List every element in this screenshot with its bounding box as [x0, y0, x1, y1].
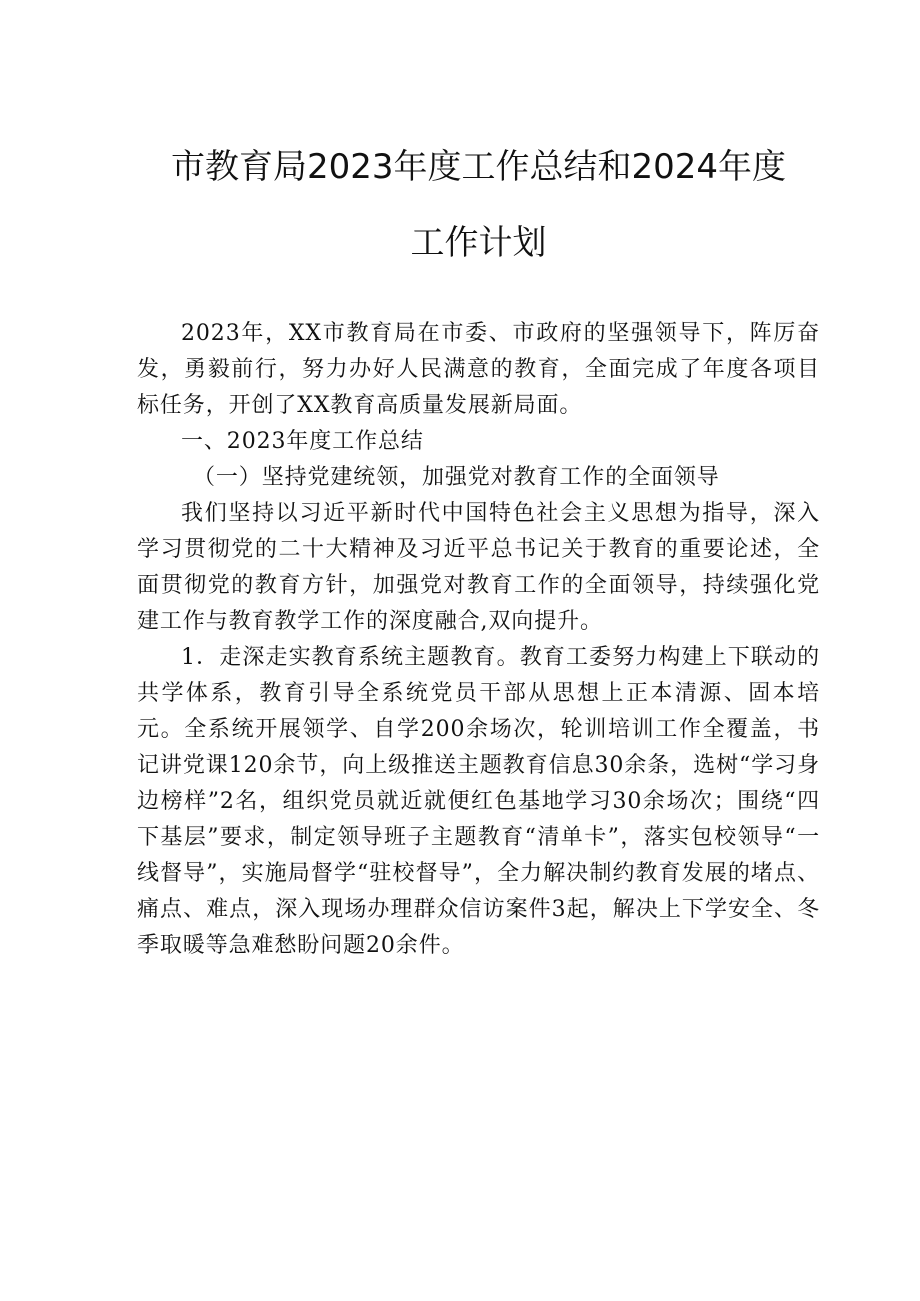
item-paragraph: 1．走深走实教育系统主题教育。教育工委努力构建上下联动的共学体系，教育引导全系统党员干部从思想上正本清源、固本培元。全系统开展领学、自学200余场次，轮训培训工作全覆盖，书记讲党课120余节，向上级推送主题教育信息30余条，选树“学习身边榜样”2名，组织党员就近就便红色基地学习30余场次；围绕“四下基层”要求，制定领导班子主题教育“清单卡”，落实包校领导“一线督导”，实施局督学“驻校督导”，全力解决制约教育发展的堵点、痛点、难点，深入现场办理群众信访案件3起，解决上下学安全、冬季取暖等急难愁盼问题20余件。	[137, 645, 820, 958]
section-heading: 一、2023年度工作总结	[181, 429, 424, 454]
document-title-line-1: 市教育局2023年度工作总结和2024年度	[170, 147, 787, 187]
document-title-line-2: 工作计划	[410, 223, 547, 263]
subsection-paragraph: 我们坚持以习近平新时代中国特色社会主义思想为指导，深入学习贯彻党的二十大精神及习近平总书记关于教育的重要论述，全面贯彻党的教育方针，加强党对教育工作的全面领导，持续强化党建工作与教育教学工作的深度融合,双向提升。	[137, 501, 820, 634]
subsection-heading: （一）坚持党建统领，加强党对教育工作的全面领导	[193, 465, 720, 490]
intro-paragraph: 2023年，XX市教育局在市委、市政府的坚强领导下，阵厉奋发，勇毅前行，努力办好人民满意的教育，全面完成了年度各项目标任务，开创了XX教育高质量发展新局面。	[137, 321, 820, 418]
document-body	[137, 316, 820, 964]
